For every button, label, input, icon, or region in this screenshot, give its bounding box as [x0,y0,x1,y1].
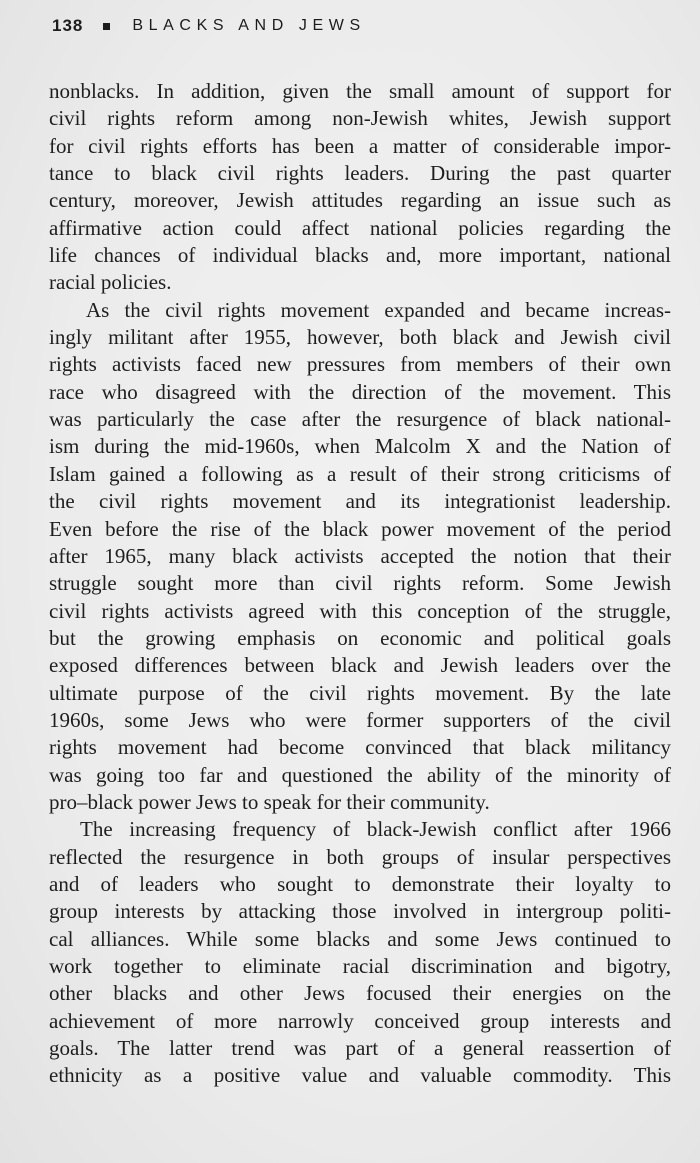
text-line: ethnicity as a positive value and valuable commodity. This [49,1063,671,1088]
paragraph-2 [49,297,671,817]
text-line: cal alliances. While some blacks and some Jews continued to [49,926,671,951]
running-head [52,16,366,36]
text-line: struggle sought more than civil rights reform. Some Jewish [49,571,671,596]
text-line: pro–black power Jews to speak for their community. [49,789,490,814]
text-line: other blacks and other Jews focused their energies on the [49,981,671,1006]
text-line: ultimate purpose of the civil rights movement. By the late [49,680,671,705]
text-line: for civil rights efforts has been a matter of considerable impor- [49,133,671,158]
text-line: life chances of individual blacks and, more important, national [49,243,671,268]
text-line: century, moreover, Jewish attitudes regarding an issue such as [49,188,671,213]
text-line: was particularly the case after the resurgence of black national- [49,407,671,432]
paragraph-3 [49,816,671,1089]
running-title: BLACKS AND JEWS [132,17,366,34]
text-line: racial policies. [49,270,172,295]
text-line: 1960s, some Jews who were former supporters of the civil [49,707,671,732]
text-line: exposed differences between black and Jewish leaders over the [49,653,671,678]
text-line: civil rights activists agreed with this conception of the struggle, [49,598,671,623]
text-line: ingly militant after 1955, however, both black and Jewish civil [49,325,671,350]
text-line: goals. The latter trend was part of a general reassertion of [49,1036,671,1061]
text-line: reflected the resurgence in both groups of insular perspectives [49,844,671,869]
text-line: tance to black civil rights leaders. During the past quarter [49,161,671,186]
text-line: civil rights reform among non-Jewish whites, Jewish support [49,106,671,131]
text-line: ism during the mid-1960s, when Malcolm X and the Nation of [49,434,671,459]
text-line: rights movement had become convinced that black militancy [49,735,671,760]
paragraph-1 [49,78,671,297]
text-line: affirmative action could affect national policies regarding the [49,215,671,240]
text-line: after 1965, many black activists accepted the notion that their [49,543,671,568]
text-line: nonblacks. In addition, given the small amount of support for [49,79,671,103]
text-line: was going too far and questioned the ability of the minority of [49,762,671,787]
text-line: the civil rights movement and its integrationist leadership. [49,489,671,514]
page-number: 138 [52,16,84,35]
text-line: but the growing emphasis on economic and political goals [49,625,671,650]
text-line: As the civil rights movement expanded and became increas- [86,297,671,322]
text-line: group interests by attacking those involved in intergroup politi- [49,899,671,924]
text-line: achievement of more narrowly conceived group interests and [49,1008,671,1033]
text-line: Even before the rise of the black power movement of the period [49,516,671,541]
text-line: rights activists faced new pressures from members of their own [49,352,671,377]
text-line: work together to eliminate racial discrimination and bigotry, [49,954,671,978]
bullet-separator-icon [103,23,110,30]
text-line: and of leaders who sought to demonstrate their loyalty to [49,871,671,896]
text-line: race who disagreed with the direction of the movement. This [49,379,671,404]
text-line: Islam gained a following as a result of their strong criticisms of [49,461,671,486]
text-line: The increasing frequency of black-Jewish conflict after 1966 [80,817,671,842]
body-text [49,78,671,1090]
